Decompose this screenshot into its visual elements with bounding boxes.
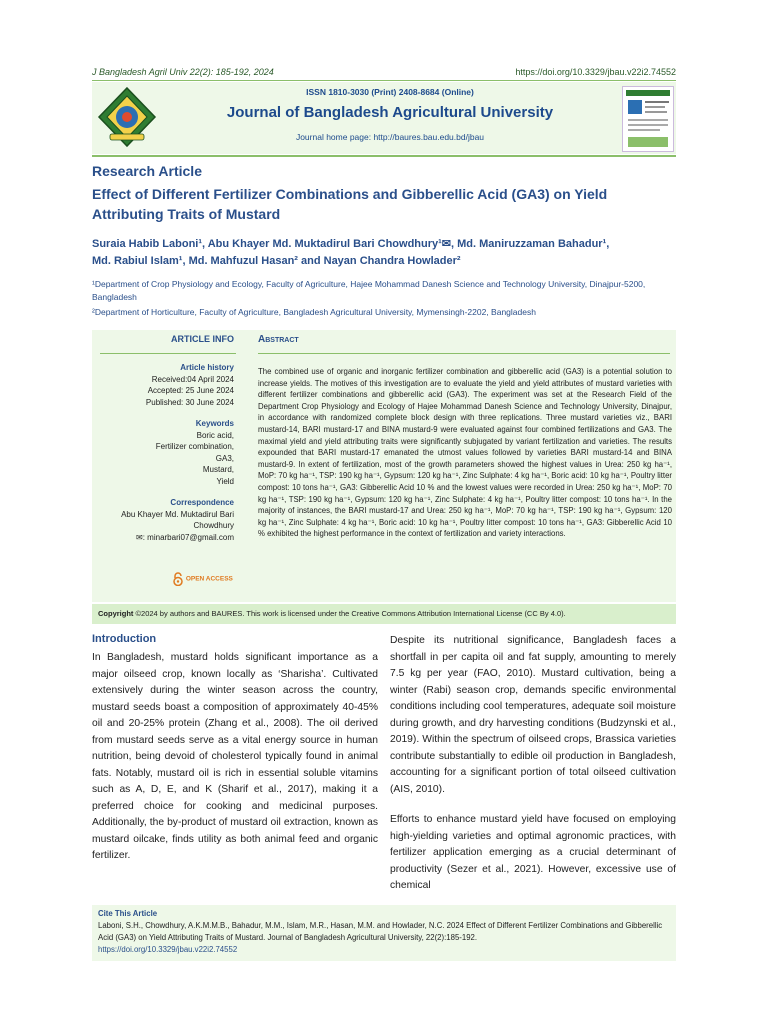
correspondence-heading: Correspondence xyxy=(170,498,234,507)
history-heading: Article history xyxy=(180,363,234,372)
body-paragraph: Despite its nutritional significance, Bangladesh faces a shortfall in per capita oil and fat supply, amounting to merely 7.5 kg per year (FAO, 2010). Mustard cultivation, being a winter (Rabi) season crop, demands specific environmental conditions including cool temperatures, adequate soil moisture during growth, and dry harvesting conditions (Budzynski et al., 2019). Within the spectrum of oilseed crops, Brassica varieties contribute substantially to edible oil production in Bangladesh, accounting for a significant portion of total oilseed cultivation (AIS, 2010). xyxy=(390,635,676,795)
banner-divider xyxy=(92,155,676,157)
article-info-heading: ARTICLE INFO xyxy=(171,334,234,344)
section-heading-introduction: Introduction xyxy=(92,633,157,645)
abstract-text: The combined use of organic and inorganic fertilizer combination and gibberellic acid (GA3) is a potential solution to increase yields. The motives of this investigation are to evaluate the yield and yield attributes of mustard varieties with different fertilizer combinations and gibberellic acid (GA3). The experiment was set at the Research Field of the Department Crop Physiology and Ecology of Hajee Mohammad Danesh Science and Technology University, Dinajpur, in accordance with randomized complete block design with three replications. Three mustard varieties viz., BARI mustard-14, BARI mustard-17 and BINA mustard-9 were evaluated against four combined fertilizations and GA3. The maximal yield and yield attributing traits were significantly subjugated by variant fertilization and varieties. The results expounded that BARI mustard-17 emanated the utmost values followed by varieties BARI mustard-14 and BINA mustard-9. In extent of fertilization, most of the growth parameters showed the highest values in Urea: 250 kg ha⁻¹, MoP: 70 kg ha⁻¹, TSP: 190 kg ha⁻¹, Gypsum: 120 kg ha⁻¹, Zinc Sulphate: 4 kg ha⁻¹, Boric acid: 10 kg ha⁻¹, Poultry litter compost: 10 tons ha⁻¹, GA3: Gibberellic Acid 10 % and the lowest values were recorded in Urea: 250 kg ha⁻¹, MoP: 70 kg ha⁻¹, TSP: 190 kg ha⁻¹, Gypsum: 120 kg ha⁻¹, Zinc Sulphate: 4 kg ha⁻¹, Poultry litter compost: 10 tons ha⁻¹. In the majority of instances, the BARI mustard-17 and Urea: 250 kg ha⁻¹, MoP: 70 kg ha⁻¹, TSP: 190 kg ha⁻¹, Gypsum: 120 kg ha⁻¹, Zinc Sulphate: 4 kg ha⁻¹, Boric acid: 10 kg ha⁻¹, Poultry litter compost: 10 tons ha⁻¹, GA3: Gibberellic Acid 10 % exhibited the highest performance in the context of fertilization and variety interactions. xyxy=(258,367,672,539)
info-divider-right xyxy=(258,353,670,354)
cite-text: Laboni, S.H., Chowdhury, A.K.M.M.B., Bahadur, M.M., Islam, M.R., Hasan, M.M. and Howlader, N.C. 2024 Effect of Different Fertilizer Combinations and Gibberellic Acid (GA3) on Yield Attributing Traits of Mustard. Journal of Bangladesh Agricultural University, 22(2):185-192. xyxy=(98,921,663,942)
authors-line-2: Md. Rabiul Islam¹, Md. Mahfuzul Hasan² and Nayan Chandra Howlader² xyxy=(92,255,461,267)
received-date: Received:04 April 2024 xyxy=(151,374,234,384)
header-doi-link[interactable]: https://doi.org/10.3329/jbau.v22i2.74552 xyxy=(515,67,676,77)
published-date: Published: 30 June 2024 xyxy=(145,397,234,407)
keywords-heading: Keywords xyxy=(195,419,234,428)
copyright-bar xyxy=(92,604,676,624)
issn-line: ISSN 1810-3030 (Print) 2408-8684 (Online) xyxy=(306,87,474,97)
affiliation-2: ²Department of Horticulture, Faculty of Agriculture, Bangladesh Agricultural University, Mymensingh-2202, Bangladesh xyxy=(92,307,536,317)
accepted-date: Accepted: 25 June 2024 xyxy=(147,386,234,395)
keyword: Yield xyxy=(216,476,234,486)
body-paragraph: In Bangladesh, mustard holds significant importance as a major oilseed crop, known locally as ‘Sharisha’. Cultivated extensively during the winter season across the country, mustard seeds boast a composition of approximately 40-45% oil and 20-25% protein (Zhang et al., 2008). The oil derived from mustard seeds serve as a vital energy source in human nutrition, being devoid of cholesterol typically found in animal fats. Notably, mustard oil is rich in essential soluble vitamins such as A, D, E, and K (Sharif et al., 2017), making it a preferred choice for cooking and medicinal purposes. Additionally, the by-product of mustard oil extraction, known as mustard oilcake, finds utility as both animal feed and organic fertilizer. xyxy=(92,652,378,861)
affiliations xyxy=(92,278,680,321)
keyword: Fertilizer combination, xyxy=(155,442,234,451)
university-logo-icon xyxy=(96,86,158,148)
journal-title: Journal of Bangladesh Agricultural University xyxy=(226,104,554,121)
journal-homepage[interactable]: Journal home page: http://baures.bau.edu.bd/jbau xyxy=(295,132,485,142)
keyword: GA3, xyxy=(215,453,234,463)
header-divider xyxy=(92,80,676,81)
affiliation-1: ¹Department of Crop Physiology and Ecology, Faculty of Agriculture, Hajee Mohammad Danesh Science and Technology University, Dinajpur-5200, Bangladesh xyxy=(92,279,646,302)
open-access-label: OPEN ACCESS xyxy=(185,575,233,583)
author-list xyxy=(92,236,682,270)
body-column-left xyxy=(92,633,378,879)
journal-citation: J Bangladesh Agril Univ 22(2): 185-192, 2024 xyxy=(92,67,274,77)
correspondence-email-row xyxy=(92,532,234,544)
cite-this-article-box xyxy=(92,905,676,961)
authors-line-1: Suraia Habib Laboni¹, Abu Khayer Md. Muktadirul Bari Chowdhury¹✉, Md. Maniruzzaman Bahadur¹, xyxy=(92,238,610,250)
journal-cover-thumbnail-icon xyxy=(622,86,674,152)
article-title: Effect of Different Fertilizer Combinations and Gibberellic Acid (GA3) on Yield Attributing Traits of Mustard xyxy=(92,186,608,222)
cite-doi-link[interactable]: https://doi.org/10.3329/jbau.v22i2.74552 xyxy=(98,945,238,954)
keyword: Boric acid, xyxy=(196,430,234,440)
open-lock-icon xyxy=(172,572,184,586)
info-divider-left xyxy=(100,353,236,354)
open-access-badge xyxy=(172,572,233,586)
abstract-heading: Abstract xyxy=(258,334,299,345)
copyright-label: Copyright xyxy=(98,609,134,618)
cite-heading: Cite This Article xyxy=(98,909,158,918)
copyright-text: ©2024 by authors and BAURES. This work is licensed under the Creative Commons Attribution International License (CC By 4.0). xyxy=(135,609,566,618)
body-paragraph: Efforts to enhance mustard yield have focused on employing high-yielding varieties and optimal agronomic practices, with fertilizer application emerging as a crucial determinant of productivity (Sezer et al., 2021). However, excessive use of chemical xyxy=(390,814,676,891)
article-type: Research Article xyxy=(92,163,202,179)
envelope-icon: ✉: xyxy=(136,532,145,542)
article-info-sidebar xyxy=(92,362,234,543)
correspondence-name: Abu Khayer Md. Muktadirul Bari Chowdhury xyxy=(121,509,234,530)
correspondence-email[interactable]: minarbari07@gmail.com xyxy=(147,532,234,542)
keyword: Mustard, xyxy=(202,465,234,474)
body-column-right xyxy=(390,633,676,909)
